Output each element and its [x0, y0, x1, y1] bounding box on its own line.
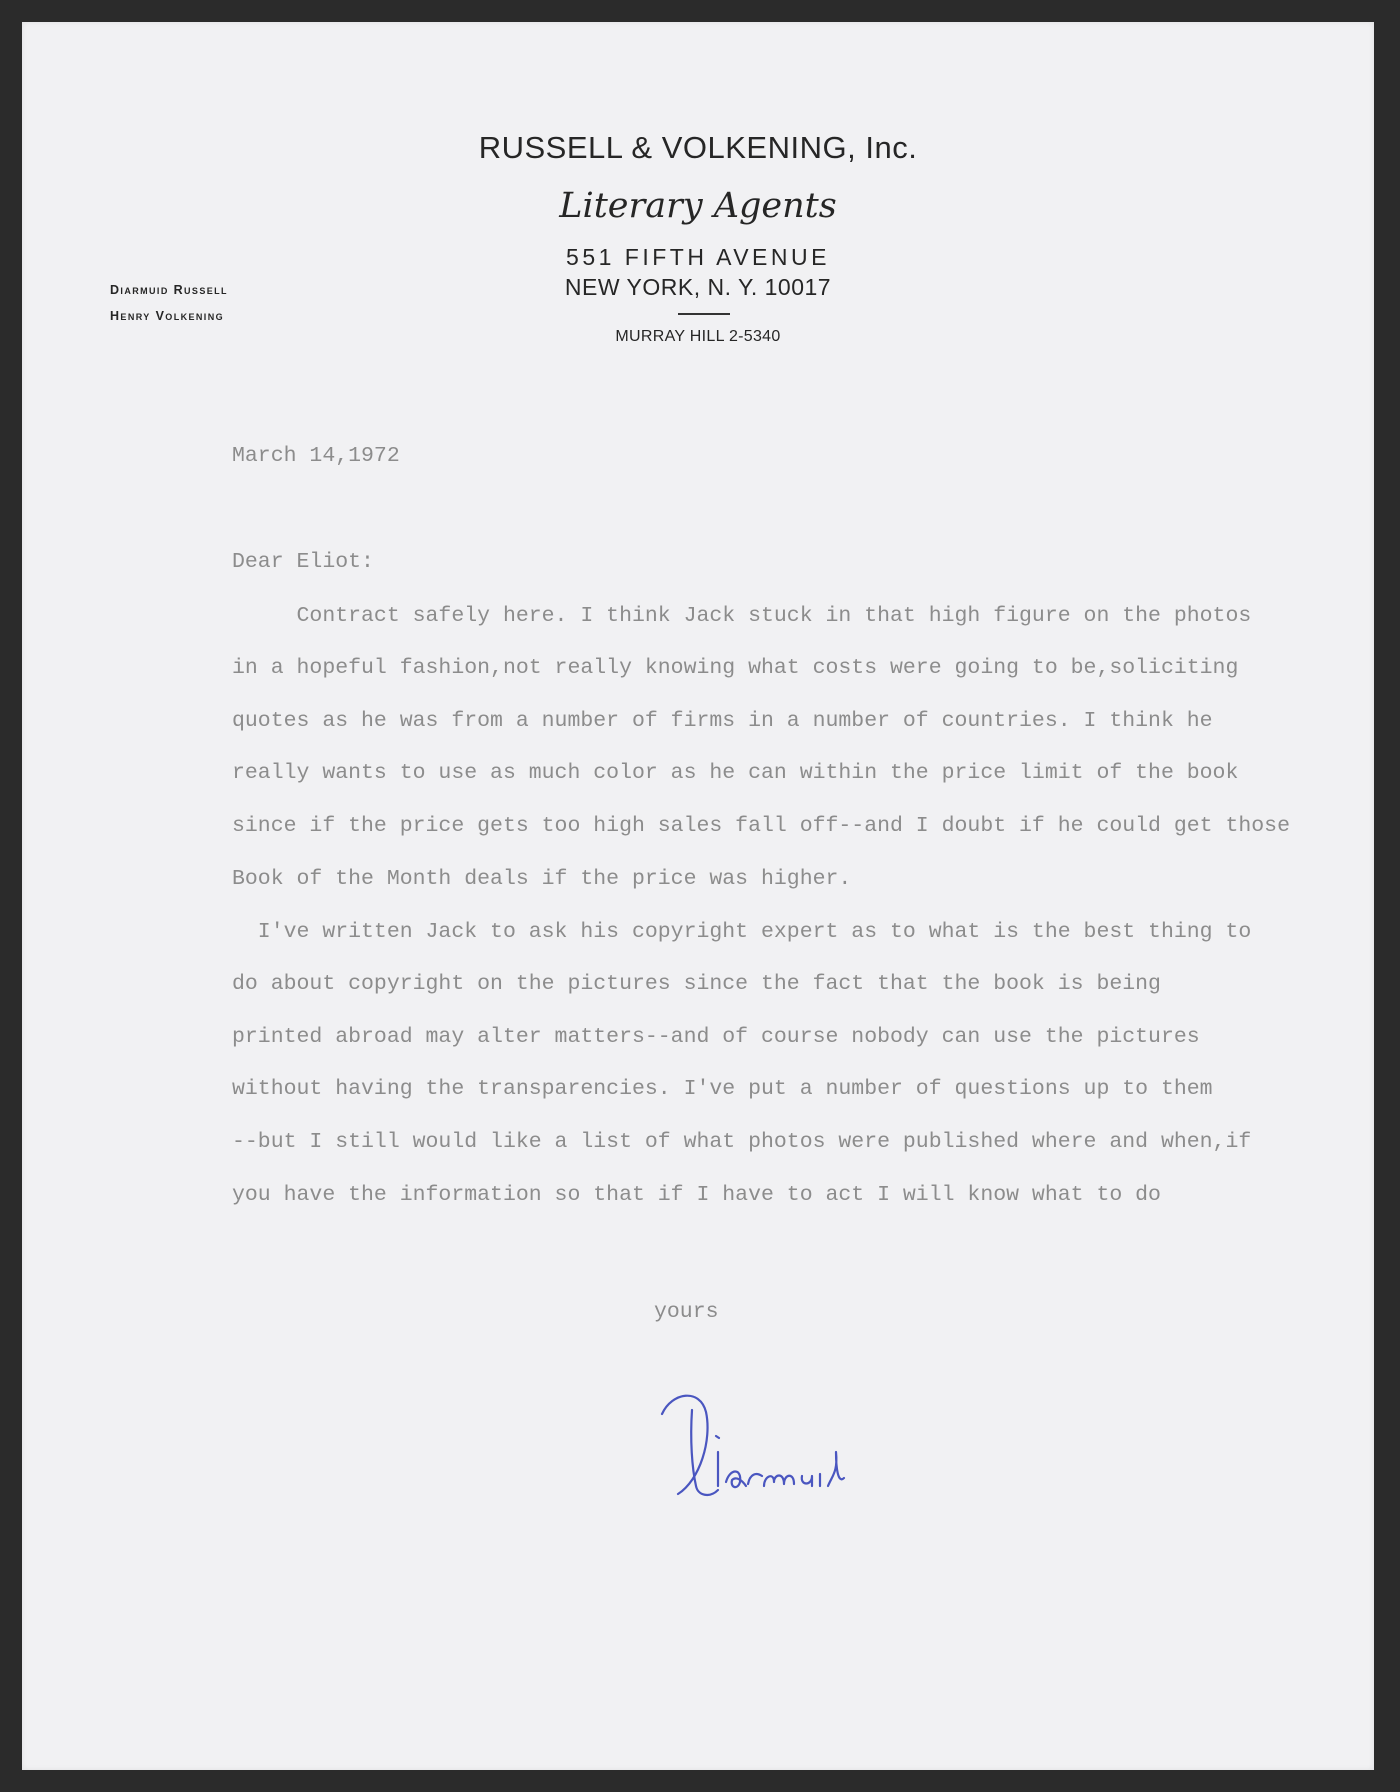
letter-body-line: without having the transparencies. I've put a number of questions up to them — [232, 1077, 1213, 1101]
letter-closing: yours — [654, 1300, 719, 1324]
handwritten-signature — [652, 1382, 892, 1512]
letter-body-line: you have the information so that if I have to act I will know what to do — [232, 1183, 1161, 1207]
letterhead-address: 551 FIFTH AVENUE — [566, 244, 830, 270]
letter-body-line: since if the price gets too high sales fall off--and I doubt if he could get those — [232, 814, 1290, 838]
letter-date: March 14,1972 — [232, 444, 400, 468]
letterhead-tagline: Literary Agents — [559, 186, 837, 226]
letterhead-city: NEW YORK, N. Y. 10017 — [564, 274, 832, 300]
letter-body-line: --but I still would like a list of what photos were published where and when,if — [232, 1130, 1252, 1154]
letter-body-line: I've written Jack to ask his copyright expert as to what is the best thing to — [232, 920, 1252, 944]
letter-body-line: do about copyright on the pictures since the fact that the book is being — [232, 972, 1161, 996]
letter-body-line: really wants to use as much color as he can within the price limit of the book — [232, 761, 1239, 785]
partner-name: Henry Volkening — [110, 309, 225, 323]
letterhead-divider — [678, 313, 730, 315]
letter-salutation: Dear Eliot: — [232, 550, 374, 574]
letterhead-company: RUSSELL & VOLKENING, Inc. — [478, 130, 918, 165]
letter-body-line: Contract safely here. I think Jack stuck in that high figure on the photos — [232, 604, 1252, 628]
letter-body-line: quotes as he was from a number of firms in a number of countries. I think he — [232, 709, 1213, 733]
partner-name: Diarmuid Russell — [110, 283, 228, 297]
letter-body-line: in a hopeful fashion,not really knowing what costs were going to be,soliciting — [232, 656, 1239, 680]
letter-body-line: Book of the Month deals if the price was higher. — [232, 867, 852, 891]
partner-list — [110, 277, 228, 329]
letterhead-phone: MURRAY HILL 2-5340 — [615, 328, 781, 345]
letter-page — [22, 22, 1374, 1770]
letter-body-line: printed abroad may alter matters--and of course nobody can use the pictures — [232, 1025, 1200, 1049]
